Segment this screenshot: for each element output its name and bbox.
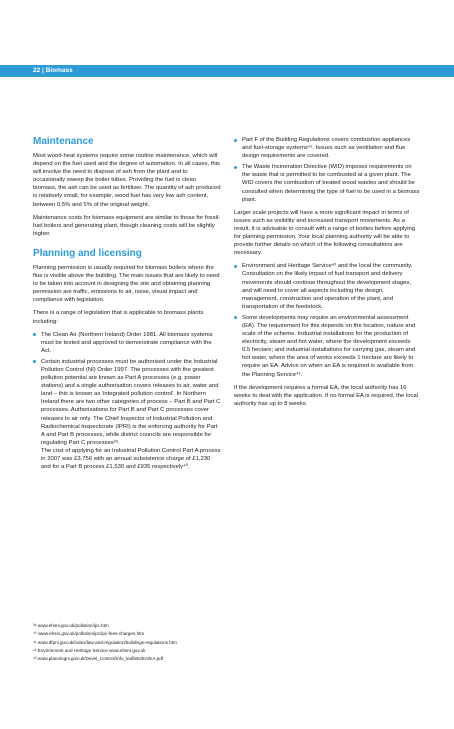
maintenance-heading: Maintenance [33,136,94,147]
planning-paragraph-2: There is a range of legislation that is applicable to biomass plants including: [33,310,204,325]
list-item [234,136,420,160]
legislation-list [33,331,221,472]
footnote: ⁴³ www.planningni.gov.uk/Devel_Control/Info_leaflets/EA/EA.pdf [33,656,164,662]
ea-paragraph: If the development requires a formal EA, the local authority has 16 weeks to deal with the application. If no formal EA is required, the local authority has up to 8 weeks. [234,384,419,407]
footnote: ³⁹ www.ehsni.gov.uk/pollution/ipc.htm [33,623,109,628]
list-item [33,358,221,471]
list-item-text: The Clean Air (Northern Ireland) Order 1981. All biomass systems must be tested and approved to demonstrate compliance with the Act. [41,331,213,354]
footnote: ⁴⁰ www.ehsni.gov.uk/pollution/ipc/ipc-fees-charges.htm [33,631,145,637]
list-item [234,262,420,311]
consultation-paragraph: Larger scale projects will have a more significant impact in terms of issues such as visibility and increased transport movements. As a result, it is advisable to consult with a range of bodies before applying for planning permission. Your local planning authority will be able to provide further details on which of the following consultations are necessary. [234,209,416,257]
footnote: ⁴¹ www.dfpni.gov.uk/index/law-and-regulation/buildings-regulations.htm [33,639,177,645]
maintenance-paragraph-1: Most wood-heat systems require some routine maintenance, which will depend on the fuel used and the degree of automation. In all cases, this will involve the need to dispose of ash from the plant and to occasionally sweep the boiler tubes. Providing the fuel is clean biomass, the ash can be used as fertiliser. The quantity of ash produced is relatively small, for example, wood fuel has very low ash content, between 0.5% and 5% of the original weight. [33,153,221,208]
footnote: ⁴² Environment and Heritage Service www.ehsni.gov.uk [33,647,146,653]
maintenance-paragraph-2: Maintenance costs for biomass equipment are similar to those for fossil-fuel boilers and generating plant, though cleaning costs will be slightly higher. [33,214,221,237]
footnotes [33,622,413,663]
list-item [33,331,221,355]
list-item-text: Certain industrial processes must be authorised under the Industrial Pollution Control (NI) Order 1997. The processes with the greatest pollution potential are known as Part A processes (e.g. power stations) and a single authorisation covers releases to air, water and land – this is known as 'integrated pollution control'. In Northern Ireland there are two other categories of process – Part B and Part C processes. Authorisations for Part B and Part C processes cover releases to air only. The Chief Inspector of Industrial Pollution and Radiochemical Inspectorate (IPRI) is the enforcing authority for Part A and Part B processes, while district councils are responsible for regulating Part C processes³⁹. [41,358,221,446]
right-column [234,136,420,413]
header-bar [0,65,454,77]
planning-paragraph-1: Planning permission is usually required for biomass boilers where the flue is visible above the building. The main issues that are likely to need to be taken into account in designing the site and obtaining planning permission are traffic, emissions to air, noise, visual impact and compliance with legislation. [33,264,220,304]
consultation-list [234,262,420,378]
list-item-text: The Waste Incineration Directive (WID) imposes requirements on the waste that is permitted to be combusted at a given plant. The WID covers the combustion of treated wood wastes and should be consulted when determining the type of fuel to be used in a biomass plant. [242,164,420,203]
list-item [234,314,420,379]
planning-heading: Planning and licensing [33,247,142,259]
list-item-text: Some developments may require an environmental assessment (EA). The requirement for this depends on the location, nature and scale of the scheme. Industrial installations for the production of electricity, steam and hot water, where the development exceeds 0.5 hectare; and industrial installations for carrying gas, steam and hot water, where the area of works exceeds 1 hectare are likely to require an EA. Advice on when an EA is required is available from the Planning Service⁴³. [242,314,416,378]
list-item-text: Part F of the Building Regulations covers combustion appliances and fuel-storage systems⁴¹. Issues such as ventilation and flue design requirements are covered. [242,137,411,160]
regulations-list [234,136,420,204]
list-item-subtext: The cost of applying for an Industrial Pollution Control Part A process in 2007 was £3,756 with an annual subsistence charge of £1,230 and for a Part B process £1,530 and £935 respectively⁴⁰. [41,447,221,471]
page-header: 22 | Biomass [33,67,73,74]
list-item-text: Environment and Heritage Service⁴² and the local the community. Consultation on the likely impact of fuel transport and delivery movements should continue throughout the development stages, and will need to cover all aspects including the design, management, construction and operation of the plant, and transportation of the feedstock. [242,263,413,310]
left-column [33,136,221,476]
list-item [234,163,420,203]
